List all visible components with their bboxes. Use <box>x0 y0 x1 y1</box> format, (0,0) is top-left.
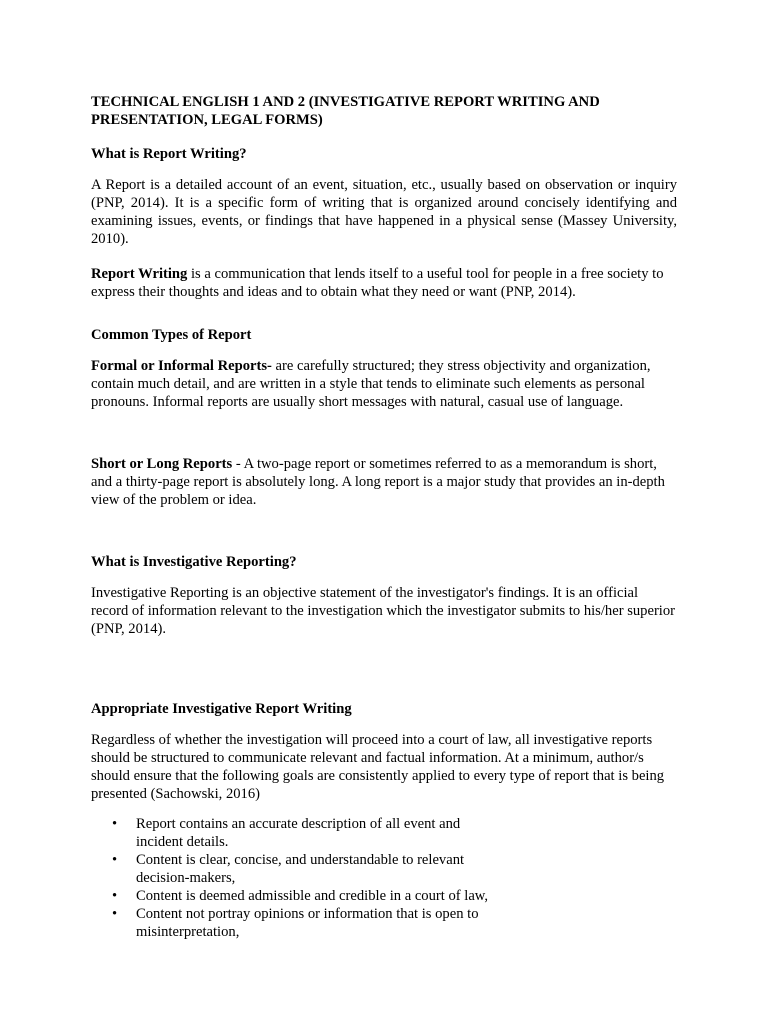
formal-informal-definition: are carefully structured; they stress objectivity and organization, contain much detail, and are written in a style that tends to eliminate such elements as personal pronouns. Informal reports are usually short messages with natural, casual use of language. <box>91 358 651 410</box>
bullet-icon: • <box>112 906 118 922</box>
document-title: TECHNICAL ENGLISH 1 AND 2 (INVESTIGATIVE REPORT WRITING AND PRESENTATION, LEGAL FORMS) <box>91 94 600 128</box>
heading-common-types: Common Types of Report <box>91 327 252 343</box>
bullet-icon: • <box>112 816 118 832</box>
list-item <box>91 905 506 941</box>
short-long-term: Short or Long Reports <box>91 456 233 472</box>
report-writing-definition: is a communication that lends itself to a useful tool for people in a free society to express their thoughts and ideas and to obtain what they need or want (PNP, 2014). <box>91 266 664 300</box>
list-item-text: Content is clear, concise, and understandable to relevant decision-makers, <box>136 852 465 886</box>
investigative-reporting-paragraph: Investigative Reporting is an objective statement of the investigator's findings. It is an official record of information relevant to the investigation which the investigator submits to his/her superior (PNP, 2014). <box>91 585 676 637</box>
heading-what-is-report-writing: What is Report Writing? <box>91 146 247 162</box>
report-writing-paragraph <box>91 265 677 301</box>
goals-bullet-list <box>91 815 677 941</box>
formal-informal-paragraph <box>91 357 677 411</box>
list-item <box>91 815 506 851</box>
report-definition-paragraph: A Report is a detailed account of an event, situation, etc., usually based on observation or inquiry (PNP, 2014). It is a specific form of writing that is organized around concisely identifying and examining issues, events, or findings that have happened in a physical sense (Massey University, 2010). <box>91 177 677 247</box>
heading-appropriate-writing: Appropriate Investigative Report Writing <box>91 701 352 717</box>
heading-investigative-reporting: What is Investigative Reporting? <box>91 554 297 570</box>
list-item <box>91 887 506 905</box>
short-long-definition: - A two-page report or sometimes referred to as a memorandum is short, and a thirty-page report is absolutely long. A long report is a major study that provides an in-depth view of the problem or idea. <box>91 456 665 508</box>
bullet-icon: • <box>112 852 118 868</box>
list-item-text: Content not portray opinions or information that is open to misinterpretation, <box>136 906 479 940</box>
short-long-paragraph <box>91 455 677 509</box>
appropriate-writing-paragraph: Regardless of whether the investigation will proceed into a court of law, all investigative reports should be structured to communicate relevant and factual information. At a minimum, author/s should ensure that the following goals are consistently applied to every type of report that is being presented (Sachowski, 2016) <box>91 732 665 802</box>
formal-informal-term: Formal or Informal Reports- <box>91 358 272 374</box>
bullet-icon: • <box>112 888 118 904</box>
list-item <box>91 851 506 887</box>
list-item-text: Report contains an accurate description of all event and incident details. <box>136 816 461 850</box>
document-page <box>91 93 677 941</box>
report-writing-term: Report Writing <box>91 266 188 282</box>
list-item-text: Content is deemed admissible and credible in a court of law, <box>136 888 489 904</box>
